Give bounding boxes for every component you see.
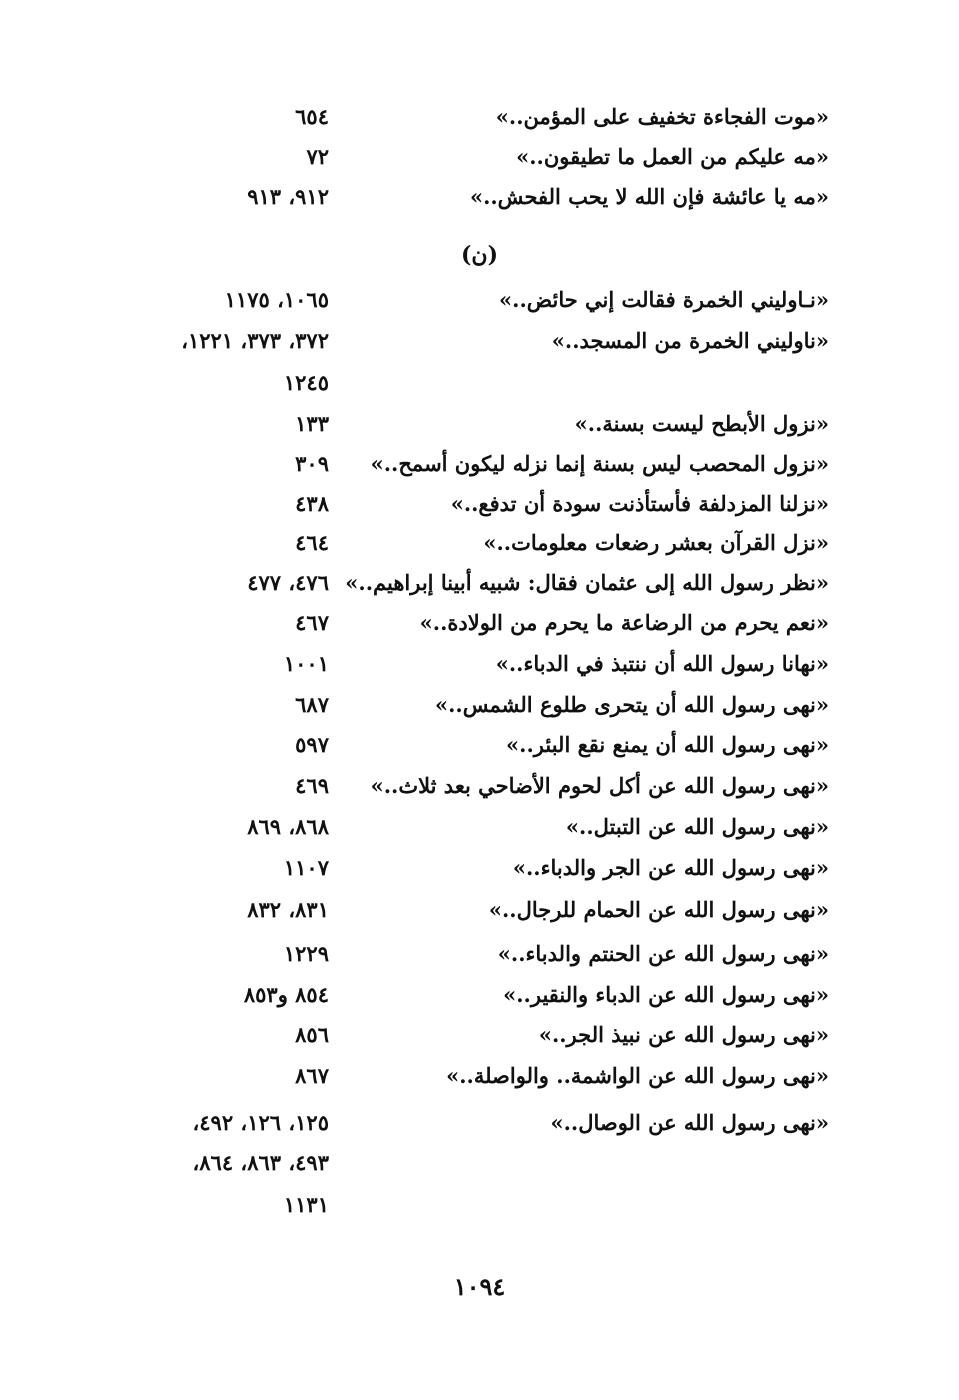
hadith-text: «مه عليكم من العمل ما تطيقون..» <box>516 144 829 169</box>
hadith-text: «مه يا عائشة فإن الله لا يحب الفحش..» <box>469 184 829 209</box>
hadith-text: «نهى رسول الله أن يمنع نقع البئر..» <box>506 732 829 757</box>
hadith-text: «نهى رسول الله عن أكل لحوم الأضاحي بعد ثلاث..» <box>370 773 829 798</box>
page-refs: ١١٠٧ <box>283 855 329 880</box>
hadith-text: «نهى رسول الله عن الوصال..» <box>550 1110 829 1135</box>
page-refs: ٦٨٧ <box>295 692 329 717</box>
index-row <box>0 855 959 891</box>
hadith-text: «نهى رسول الله عن الحمام للرجال..» <box>488 897 829 922</box>
page-refs-continued: ١١٣١ <box>283 1192 329 1217</box>
page-refs: ٨٥٤ و٨٥٣ <box>243 982 329 1007</box>
index-row <box>0 692 959 728</box>
page-refs: ٩١٢، ٩١٣ <box>247 184 329 209</box>
index-row <box>0 491 959 527</box>
index-row <box>0 941 959 977</box>
index-row <box>0 1110 959 1146</box>
hadith-text: «نزلنا المزدلفة فأستأذنت سودة أن تدفع..» <box>450 491 829 516</box>
page-refs: ١٣٣ <box>295 411 329 436</box>
hadith-text: «نهى رسول الله عن الدباء والنقير..» <box>503 982 829 1007</box>
hadith-text: «ناوليني الخمرة من المسجد..» <box>551 328 829 353</box>
page-refs: ٤٦٧ <box>295 610 329 635</box>
index-row <box>0 184 959 220</box>
index-row <box>0 287 959 323</box>
page-refs: ٤٣٨ <box>295 491 329 516</box>
page-refs: ٣٠٩ <box>295 451 329 476</box>
hadith-text: «نهانا رسول الله أن ننتبذ في الدباء..» <box>495 651 829 676</box>
index-row <box>0 144 959 180</box>
page-refs-continued: ٤٩٣، ٨٦٣، ٨٦٤، <box>192 1150 329 1175</box>
page-refs: ٣٧٢، ٣٧٣، ١٢٢١، <box>181 328 329 353</box>
index-row <box>0 732 959 768</box>
page-refs: ٧٢ <box>306 144 329 169</box>
index-row <box>0 328 959 364</box>
hadith-text: «نزل القرآن بعشر رضعات معلومات..» <box>483 530 829 555</box>
page-refs: ٥٩٧ <box>295 732 329 757</box>
index-row <box>0 982 959 1018</box>
page-refs: ٨٥٦ <box>295 1022 329 1047</box>
hadith-text: «نهى رسول الله أن يتحرى طلوع الشمس..» <box>435 692 829 717</box>
index-row <box>0 411 959 447</box>
page-refs: ١٢٥، ١٢٦، ٤٩٢، <box>192 1110 329 1135</box>
page-refs: ١٠٦٥، ١١٧٥ <box>224 287 329 312</box>
index-row <box>0 451 959 487</box>
page-refs-continued: ١٢٤٥ <box>283 370 329 395</box>
page-refs: ٤٧٦، ٤٧٧ <box>247 570 329 595</box>
hadith-text: «نعم يحرم من الرضاعة ما يحرم من الولادة..» <box>419 610 829 635</box>
page-refs: ٤٦٩ <box>295 773 329 798</box>
hadith-text: «موت الفجاءة تخفيف على المؤمن..» <box>495 104 829 129</box>
index-row <box>0 570 959 606</box>
page-refs: ٨٦٨، ٨٦٩ <box>247 814 329 839</box>
page-refs: ٦٥٤ <box>295 104 329 129</box>
index-row <box>0 773 959 809</box>
page-refs: ١٠٠١ <box>283 651 329 676</box>
index-row <box>0 530 959 566</box>
hadith-text: «نـاوليني الخمرة فقالت إني حائض..» <box>499 287 829 312</box>
hadith-text: «نزول الأبطح ليست بسنة..» <box>574 411 829 436</box>
section-header: (ن) <box>461 242 498 268</box>
index-row <box>0 610 959 646</box>
hadith-text: «نهى رسول الله عن نبيذ الجر..» <box>538 1022 829 1047</box>
index-row <box>0 651 959 687</box>
page-refs: ٨٦٧ <box>295 1063 329 1088</box>
hadith-text: «نهى رسول الله عن الواشمة.. والواصلة..» <box>446 1063 829 1088</box>
index-row <box>0 1063 959 1099</box>
index-row <box>0 1022 959 1058</box>
page-number: ١٠٩٤ <box>453 1272 506 1301</box>
index-row <box>0 104 959 140</box>
hadith-text: «نظر رسول الله إلى عثمان فقال: شبيه أبينا إبراهيم..» <box>345 570 829 595</box>
page-refs: ٤٦٤ <box>295 530 329 555</box>
hadith-text: «نهى رسول الله عن التبتل..» <box>565 814 829 839</box>
hadith-text: «نهى رسول الله عن الحنتم والدباء..» <box>497 941 829 966</box>
page-refs: ٨٣١، ٨٣٢ <box>247 897 329 922</box>
hadith-text: «نزول المحصب ليس بسنة إنما نزله ليكون أسمح..» <box>370 451 829 476</box>
page-refs: ١٢٢٩ <box>283 941 329 966</box>
index-row <box>0 814 959 850</box>
hadith-text: «نهى رسول الله عن الجر والدباء..» <box>512 855 829 880</box>
index-row <box>0 897 959 933</box>
